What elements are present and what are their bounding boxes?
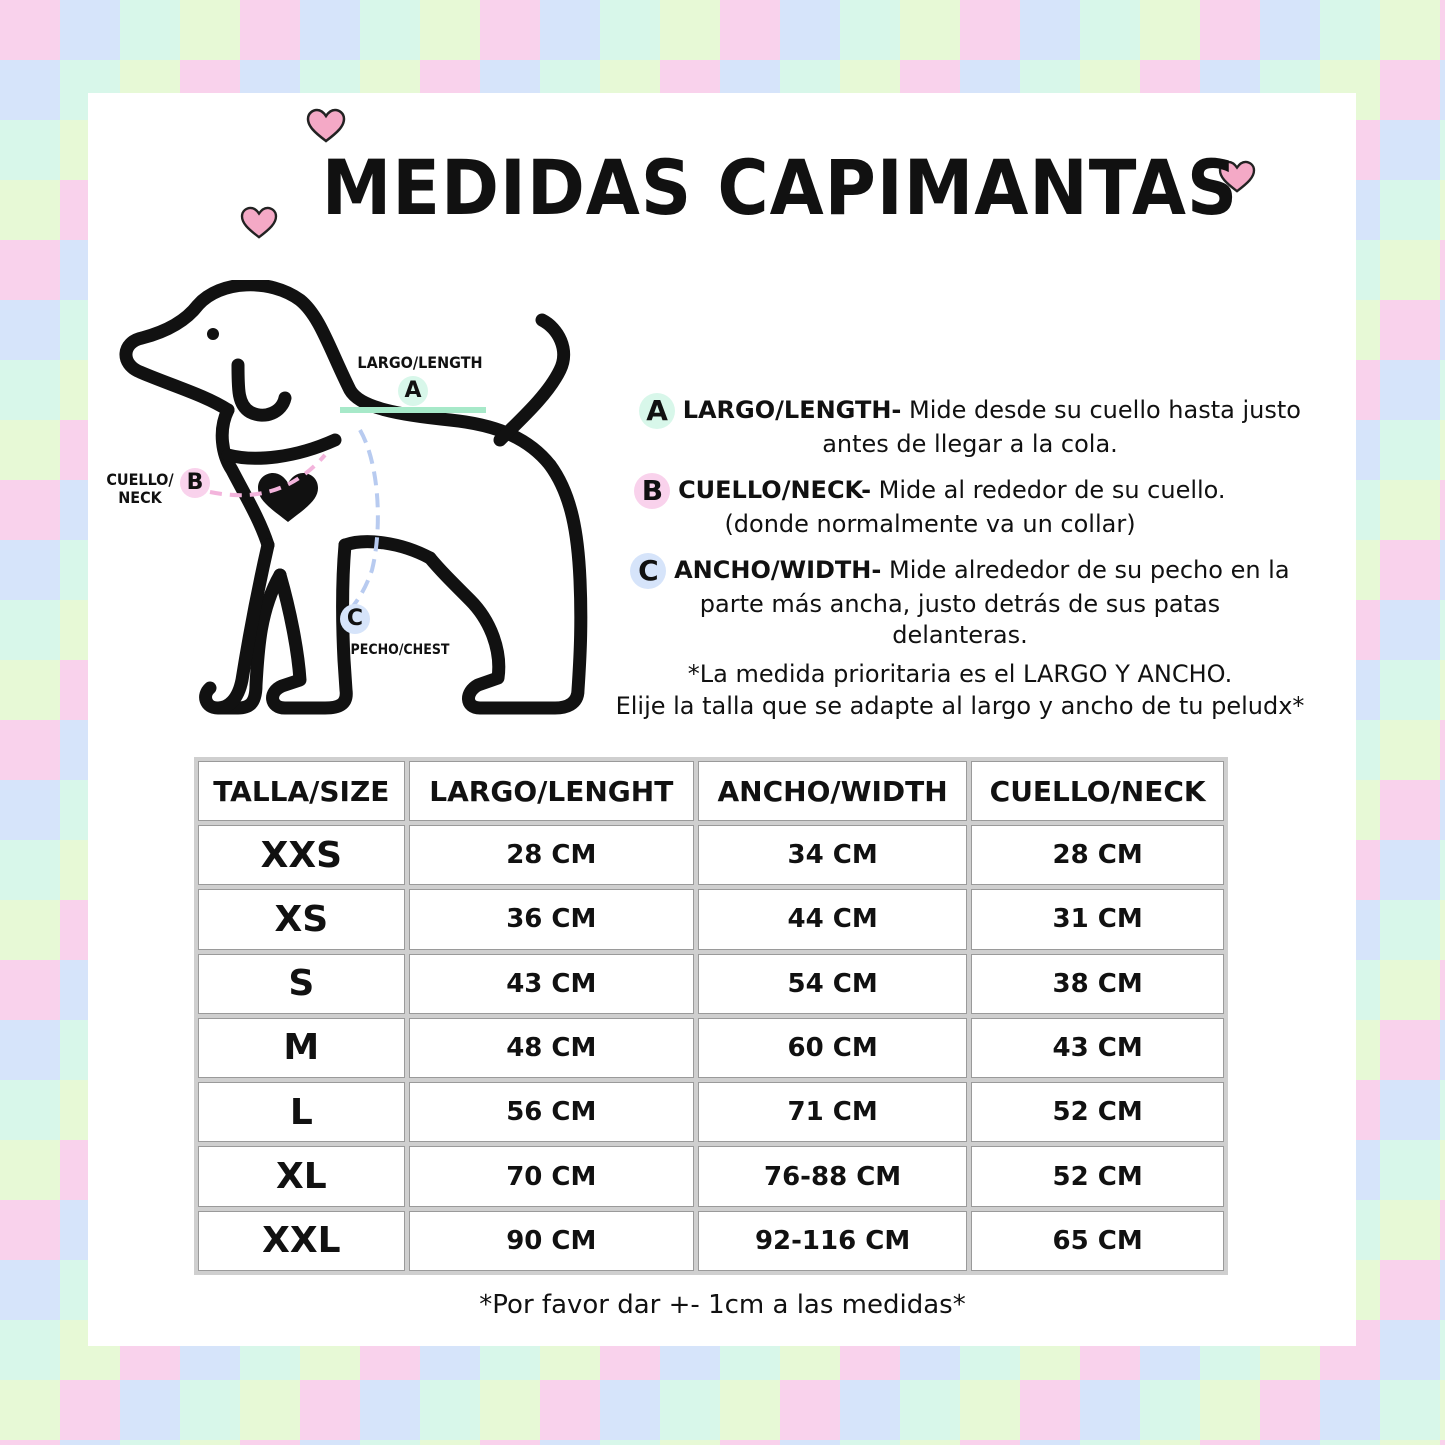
neck-cell: 38 CM (971, 954, 1224, 1014)
measurement-line1: Mide al rededor de su cuello. (871, 476, 1226, 504)
page-title: MEDIDAS CAPIMANTAS (321, 143, 1239, 232)
size-cell: M (198, 1018, 405, 1078)
size-cell: XXL (198, 1211, 405, 1271)
neck-cell: 28 CM (971, 825, 1224, 885)
measurement-line2: antes de llegar a la cola. (822, 430, 1118, 458)
table-row (198, 889, 1224, 949)
header-width: ANCHO/WIDTH (698, 761, 967, 821)
heart-icon (306, 108, 346, 144)
chest-letter-badge: C (340, 604, 370, 634)
priority-note-line2: Elije la talla que se adapte al largo y ancho de tu peludx* (615, 692, 1305, 721)
length-cell: 28 CM (409, 825, 694, 885)
size-cell: XS (198, 889, 405, 949)
length-cell: 90 CM (409, 1211, 694, 1271)
neck-label-line1: CUELLO/ (106, 470, 174, 489)
width-cell: 54 CM (698, 954, 967, 1014)
measurement-name: ANCHO/WIDTH- (674, 556, 882, 584)
measurement-width (620, 553, 1300, 651)
measurement-length (620, 393, 1320, 460)
width-cell: 92-116 CM (698, 1211, 967, 1271)
header-size: TALLA/SIZE (198, 761, 405, 821)
chest-label: PECHO/CHEST (350, 642, 450, 658)
width-cell: 34 CM (698, 825, 967, 885)
neck-cell: 65 CM (971, 1211, 1224, 1271)
measurement-line2: parte más ancha, justo detrás de sus patas (699, 590, 1221, 618)
measurement-line1: Mide desde su cuello hasta justo (901, 396, 1301, 424)
length-letter-badge: A (398, 376, 428, 406)
neck-cell: 43 CM (971, 1018, 1224, 1078)
length-cell: 48 CM (409, 1018, 694, 1078)
measurement-line3: delanteras. (892, 621, 1028, 650)
letter-badge-b: B (634, 473, 670, 509)
length-cell: 56 CM (409, 1082, 694, 1142)
length-cell: 70 CM (409, 1146, 694, 1206)
width-cell: 76-88 CM (698, 1146, 967, 1206)
priority-note (590, 658, 1330, 723)
measurement-line1: Mide alrededor de su pecho en la (881, 556, 1290, 584)
measurement-line2: (donde normalmente va un collar) (724, 510, 1136, 538)
size-table (194, 757, 1228, 1275)
table-header-row (198, 761, 1224, 821)
width-cell: 44 CM (698, 889, 967, 949)
table-row (198, 1146, 1224, 1206)
priority-note-line1: *La medida prioritaria es el LARGO Y ANCHO. (687, 660, 1233, 688)
neck-cell: 31 CM (971, 889, 1224, 949)
neck-label (100, 471, 180, 508)
width-cell: 60 CM (698, 1018, 967, 1078)
table-row (198, 1018, 1224, 1078)
table-row (198, 825, 1224, 885)
header-length: LARGO/LENGHT (409, 761, 694, 821)
neck-cell: 52 CM (971, 1146, 1224, 1206)
length-cell: 43 CM (409, 954, 694, 1014)
letter-badge-c: C (630, 553, 666, 589)
measurement-name: CUELLO/NECK- (678, 476, 872, 504)
neck-letter-badge: B (180, 468, 210, 498)
size-cell: S (198, 954, 405, 1014)
size-cell: L (198, 1082, 405, 1142)
length-cell: 36 CM (409, 889, 694, 949)
length-label: LARGO/LENGTH (357, 353, 483, 372)
size-cell: XL (198, 1146, 405, 1206)
measurement-neck (620, 473, 1240, 540)
letter-badge-a: A (639, 393, 675, 429)
measurement-name: LARGO/LENGTH- (682, 396, 902, 424)
neck-cell: 52 CM (971, 1082, 1224, 1142)
neck-label-line2: NECK (118, 488, 162, 508)
size-cell: XXS (198, 825, 405, 885)
width-cell: 71 CM (698, 1082, 967, 1142)
table-row (198, 954, 1224, 1014)
table-row (198, 1082, 1224, 1142)
table-row (198, 1211, 1224, 1271)
header-neck: CUELLO/NECK (971, 761, 1224, 821)
footnote: *Por favor dar +- 1cm a las medidas* (479, 1290, 966, 1320)
